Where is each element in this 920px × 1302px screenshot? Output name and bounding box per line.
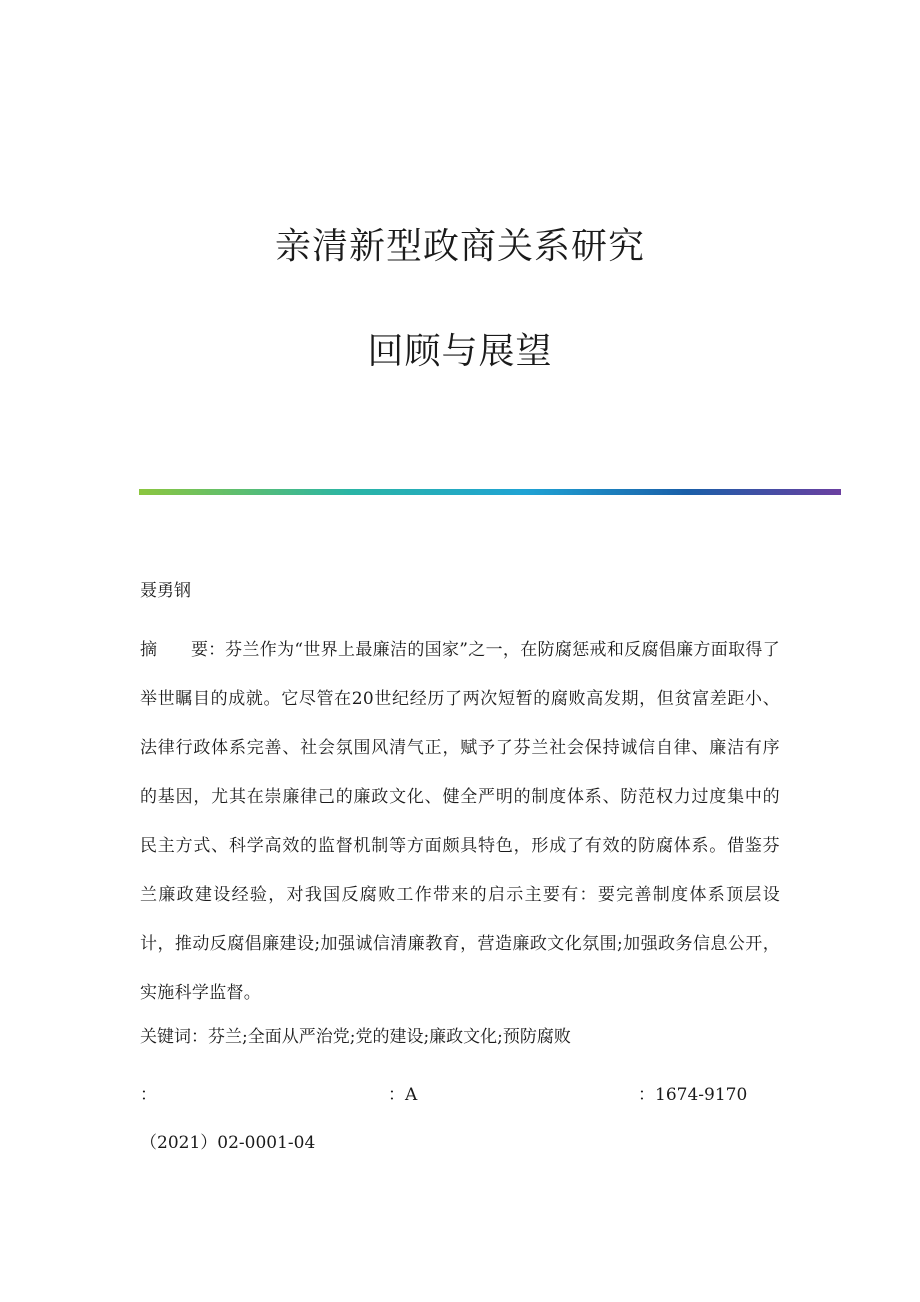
abstract-paragraph [140, 626, 780, 1018]
abstract-label: 摘 要： [140, 640, 226, 660]
article-number: （2021）02-0001-04 [140, 1133, 316, 1153]
author-name: 聂勇钢 [140, 581, 191, 601]
gradient-divider [139, 489, 841, 495]
document-title-line2: 回顾与展望 [367, 331, 553, 372]
keywords-line: 关键词：芬兰;全面从严治党;党的建设;廉政文化;预防腐败 [140, 1027, 571, 1047]
document-title-line1: 亲清新型政商关系研究 [274, 226, 645, 267]
abstract-text: 芬兰作为“世界上最廉洁的国家”之一，在防腐惩戒和反腐倡廉方面取得了举世瞩目的成就。它尽管在20世纪经历了两次短暂的腐败高发期，但贫富差距小、法律行政体系完善、社会氛围风清气正，赋予了芬兰社会保持诚信自律、廉洁有序的基因，尤其在崇廉律己的廉政文化、健全严明的制度体系、防范权力过度集中的民主方式、科学高效的监督机制等方面颇具特色，形成了有效的防腐体系。借鉴芬兰廉政建设经验，对我国反腐败工作带来的启示主要有：要完善制度体系顶层设计，推动反腐倡廉建设;加强诚信清廉教育，营造廉政文化氛围;加强政务信息公开，实施科学监督。 [140, 640, 781, 1003]
document-code: ：A [388, 1085, 418, 1105]
classification-number: ： [140, 1085, 157, 1105]
issn-number: ：1674-9170 [638, 1085, 748, 1105]
